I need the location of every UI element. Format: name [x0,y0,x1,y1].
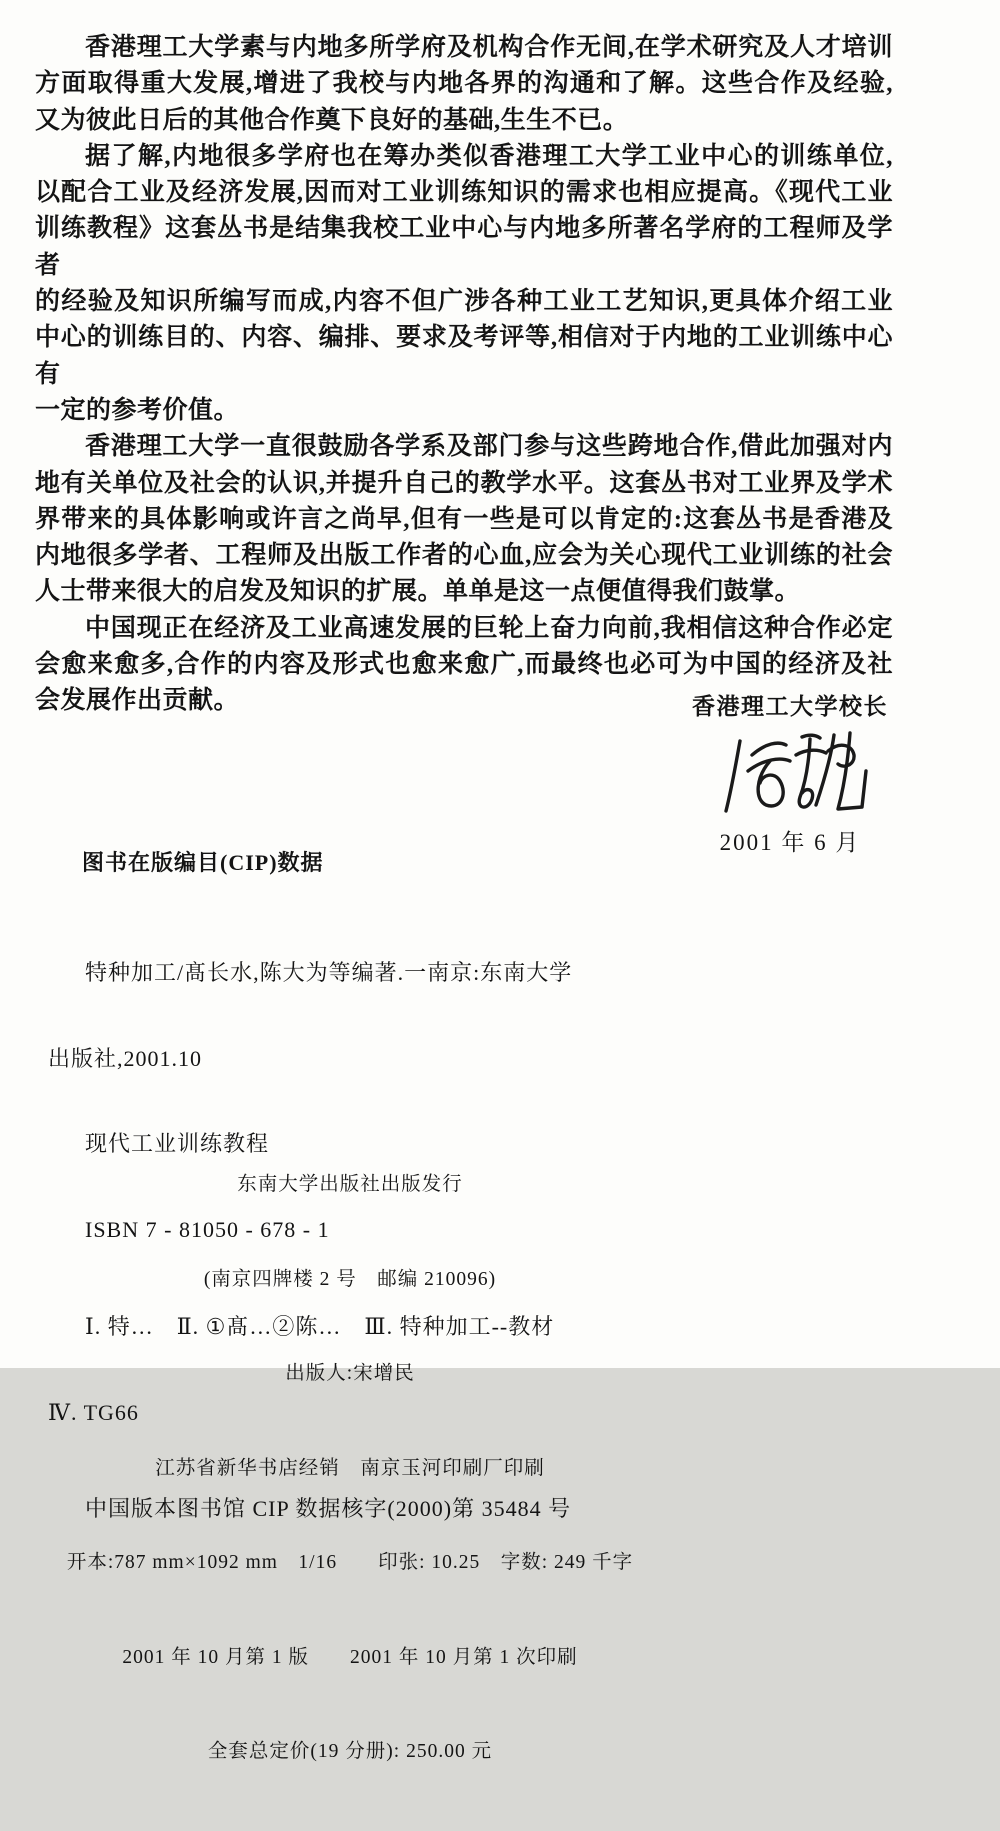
preface-line: 训练教程》这套丛书是结集我校工业中心与内地多所著名学府的工程师及学者 [35,215,893,279]
cip-line: ISBN 7 - 81050 - 678 - 1 [85,1216,330,1242]
preface-line: 据了解,内地很多学府也在筹办类似香港理工大学工业中心的训练单位, [85,142,893,170]
preface-line: 中心的训练目的、内容、编排、要求及考评等,相信对于内地的工业训练中心有 [35,324,893,388]
signature-block [650,688,930,857]
price-line: 全套总定价(19 分册): 250.00 元 [207,1741,493,1762]
signature-date: 2001 年 6 月 [719,830,861,855]
preface-text [35,30,893,720]
cip-line: 出版社,2001.10 [48,1045,203,1071]
preface-line: 以配合工业及经济发展,因而对工业训练知识的需求也相应提高。《现代工业 [35,179,893,207]
edition-line: 2001 年 10 月第 1 版 2001 年 10 月第 1 次印刷 [122,1646,578,1668]
preface-line: 又为彼此日后的其他合作奠下良好的基础,生生不已。 [35,106,629,134]
cip-heading: 图书在版编目(CIP)数据 [82,850,324,875]
preface-paragraph [35,30,893,139]
preface-line: 会发展作出贡献。 [35,687,240,715]
preface-line: 香港理工大学素与内地多所学府及机构合作无间,在学术研究及人才培训 [85,34,893,61]
preface-line: 的经验及知识所编写而成,内容不但广涉各种工业工艺知识,更具体介绍工业 [35,288,893,316]
preface-paragraph [35,429,893,610]
cip-record-number: 中国版本图书馆 CIP 数据核字(2000)第 35484 号 [85,1496,572,1521]
publication-block [10,1106,690,1831]
preface-line: 地有关单位及社会的认识,并提升自己的教学水平。这套丛书对工业界及学术 [35,469,893,497]
cip-line: 现代工业训练教程 [85,1131,270,1156]
publisher-person-line: 出版人:宋增民 [285,1363,415,1384]
cip-line: 特种加工/髙长水,陈大为等编著.一南京:东南大学 [85,960,573,985]
preface-line: 香港理工大学一直很鼓励各学系及部门参与这些跨地合作,借此加强对内 [85,433,893,461]
publisher-address-line: (南京四牌楼 2 号 邮编 210096) [203,1268,497,1290]
preface-line: 方面取得重大发展,增进了我校与内地各界的沟通和了解。这些合作及经验, [35,70,893,98]
signature-scribble [710,729,870,819]
cip-line: Ⅳ. TG66 [48,1399,139,1425]
preface-line: 一定的参考价值。 [35,396,240,424]
preface-line: 人士带来很大的启发及知识的扩展。单单是这一点便值得我们鼓掌。 [35,578,801,606]
preface-line: 中国现正在经济及工业高速发展的巨轮上奋力向前,我相信这种合作必定 [85,614,893,642]
preface-paragraph [35,139,893,429]
preface-line: 会愈来愈多,合作的内容及形式也愈来愈广,而最终也必可为中国的经济及社 [35,651,893,679]
preface-line: 内地很多学者、工程师及出版工作者的心血,应会为关心现代工业训练的社会 [35,542,893,570]
signature-title: 香港理工大学校长 [692,694,888,719]
distribution-line: 江苏省新华书店经销 南京玉河印刷厂印刷 [155,1457,545,1479]
format-line: 开本:787 mm×1092 mm 1/16 印张: 10.25 字数: 249 千字 [66,1552,634,1573]
cip-line: Ⅰ. 特… Ⅱ. ①髙…②陈… Ⅲ. 特种加工--教材 [85,1314,555,1339]
preface-line: 界带来的具体影响或许言之尚早,但有一些是可以肯定的:这套丛书是香港及 [35,505,893,533]
publisher-line: 东南大学出版社出版发行 [237,1174,463,1195]
